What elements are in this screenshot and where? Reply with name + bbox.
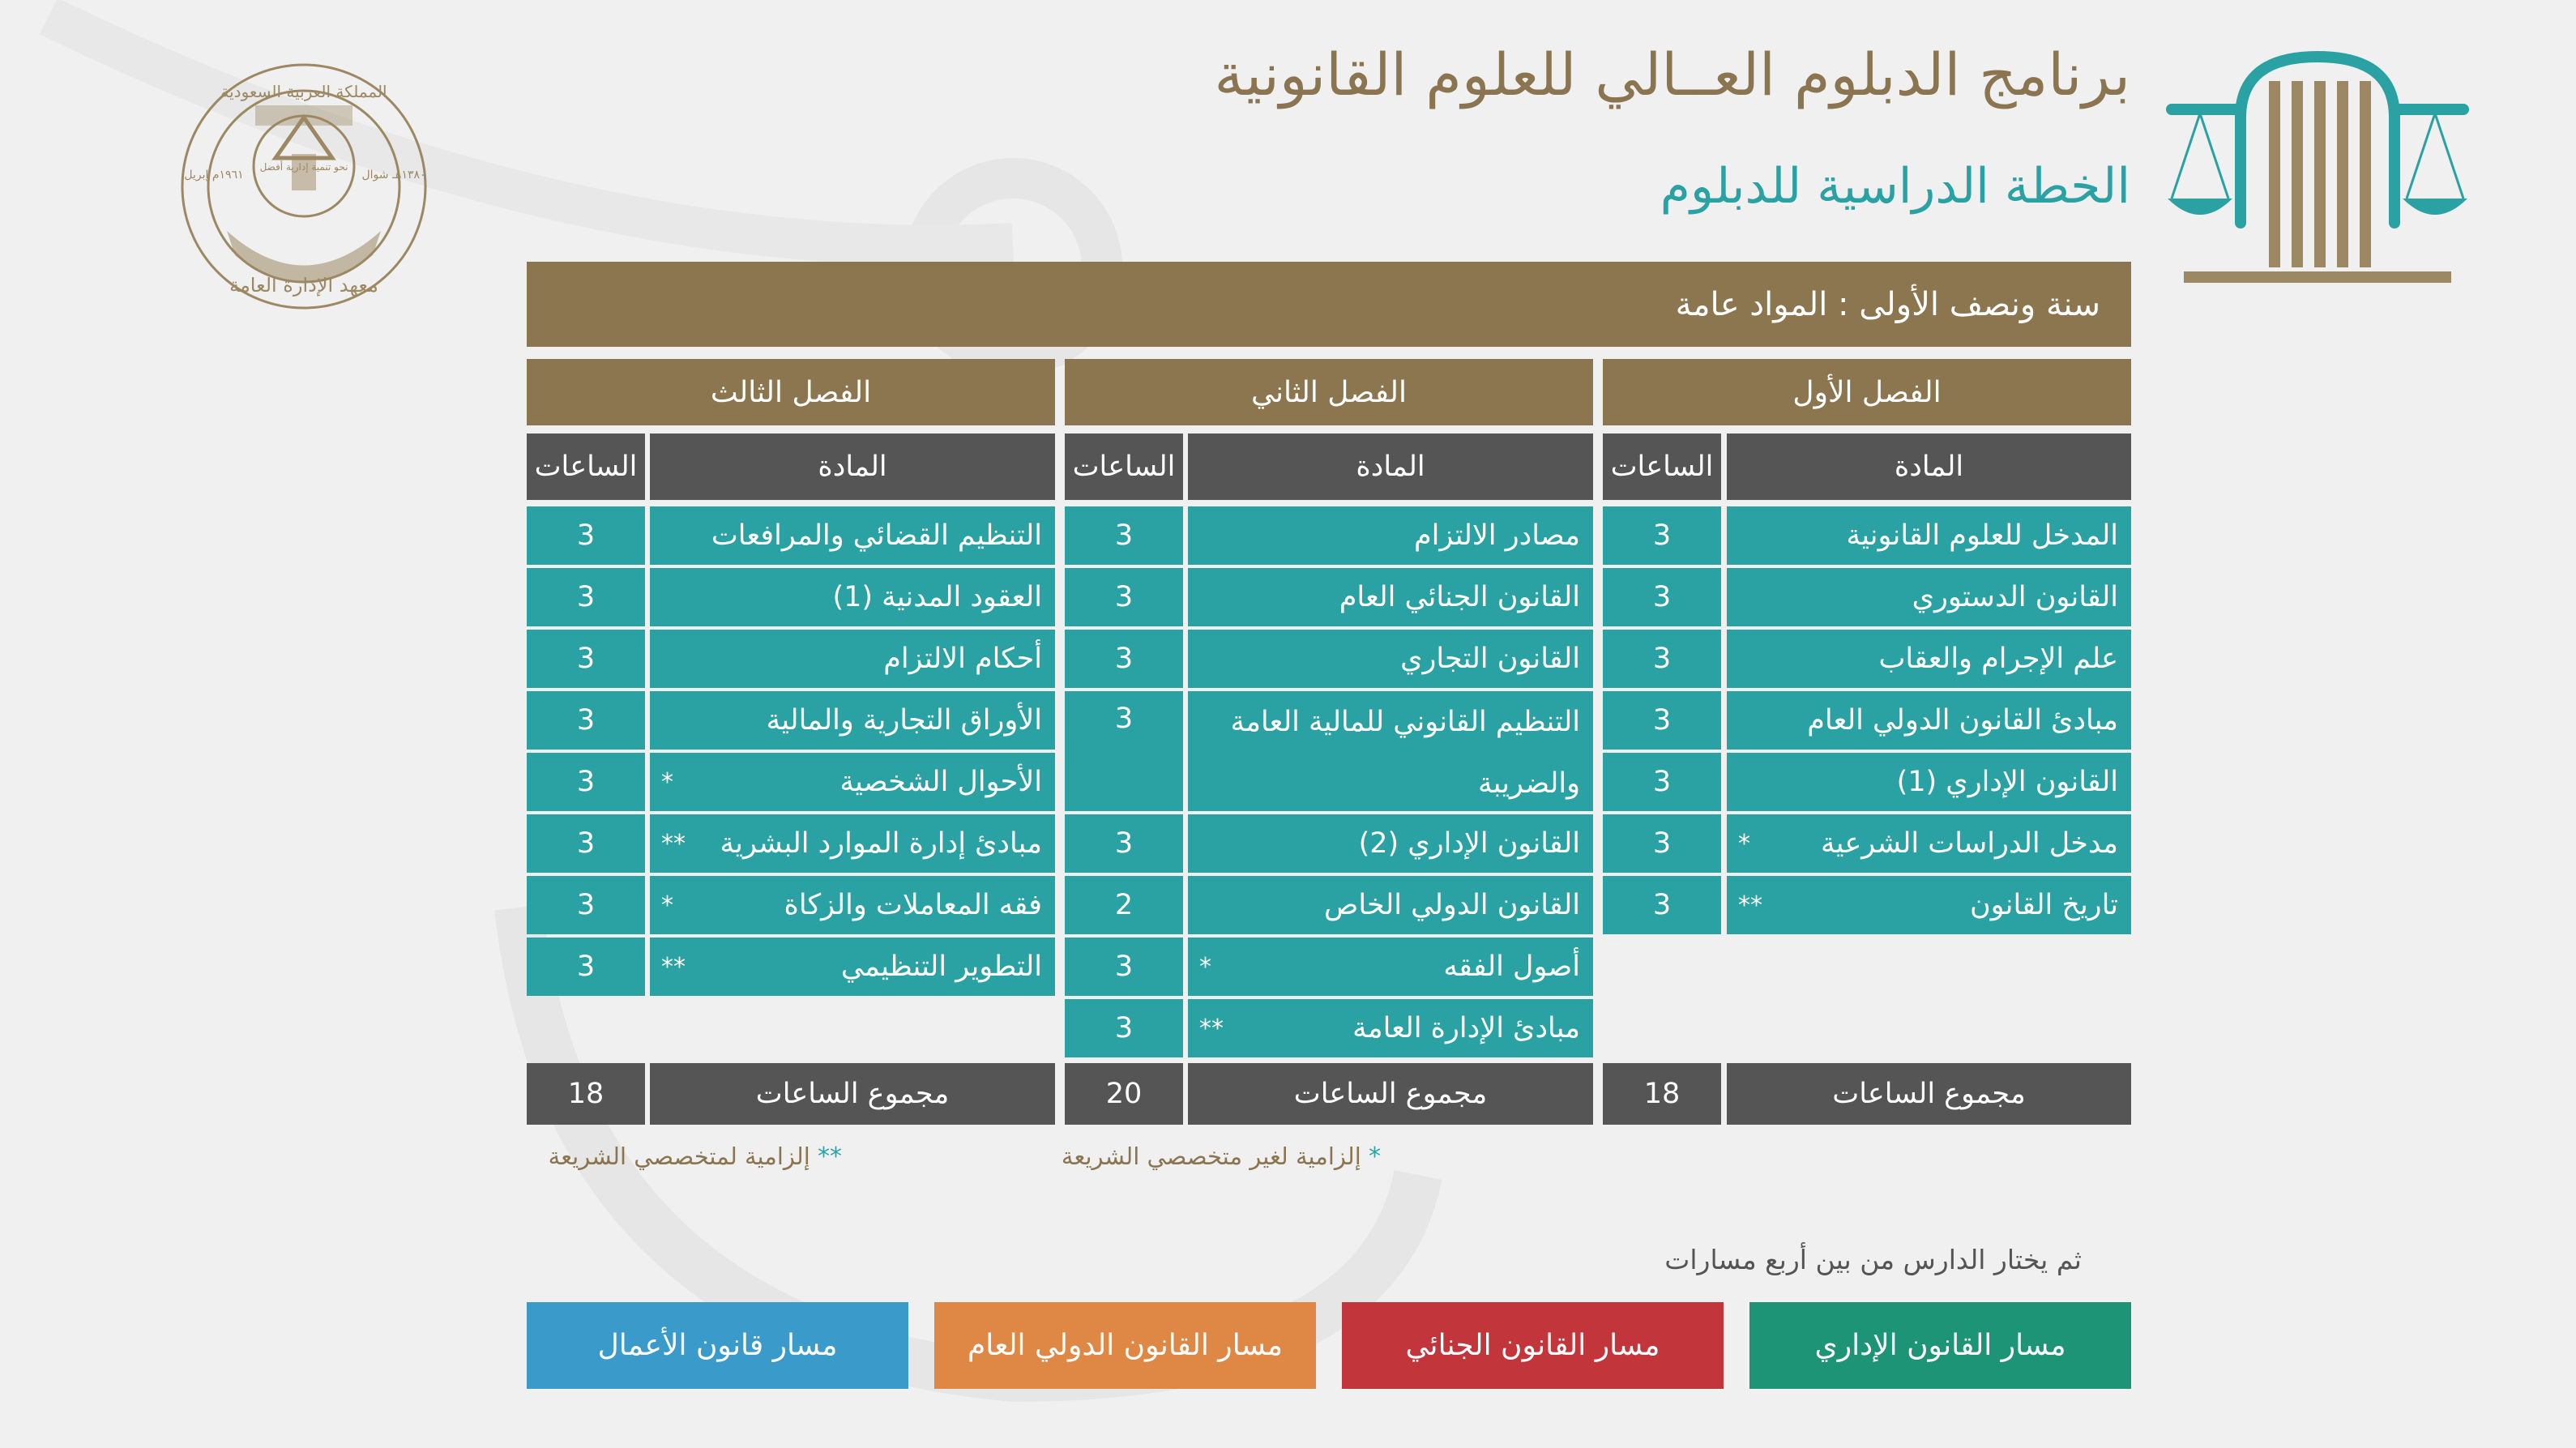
requirement-mark: ** <box>1738 891 1762 920</box>
course-name-cell <box>1188 938 1593 996</box>
semester-2-header: الفصل الثاني <box>1065 359 1593 425</box>
total-hours-label: مجموع الساعات <box>1188 1063 1593 1125</box>
course-name-cell <box>1188 568 1593 626</box>
course-name-cell <box>650 506 1055 565</box>
tracks-intro: ثم يختار الدارس من بين أربع مسارات <box>1664 1244 2082 1275</box>
course-name: مصادر الالتزام <box>1414 519 1580 552</box>
course-name: التنظيم القضائي والمرافعات <box>711 519 1042 552</box>
course-name-cell <box>1727 876 2131 934</box>
course-hours-cell: 3 <box>527 506 645 565</box>
course-name-cell <box>1188 999 1593 1057</box>
total-hours-label: مجموع الساعات <box>650 1063 1055 1125</box>
course-name-cell <box>650 753 1055 811</box>
page-title: برنامج الدبلوم العــالي للعلوم القانونية <box>1214 41 2130 109</box>
requirement-mark: * <box>1738 829 1750 858</box>
course-hours-cell: 3 <box>527 691 645 750</box>
column-header-subject: المادة <box>1727 434 2131 500</box>
course-hours-cell: 3 <box>1065 814 1183 873</box>
course-hours-cell: 3 <box>1603 753 1721 811</box>
course-name-cell <box>1727 753 2131 811</box>
note-double-star: ** إلزامية لمتخصصي الشريعة <box>548 1143 842 1171</box>
course-hours-cell: 3 <box>1065 938 1183 996</box>
course-name-cell <box>650 876 1055 934</box>
course-hours-cell: 3 <box>527 753 645 811</box>
total-hours-label: مجموع الساعات <box>1727 1063 2131 1125</box>
semester-3-header: الفصل الثالث <box>527 359 1055 425</box>
course-name: القانون التجاري <box>1400 643 1580 675</box>
course-name-cell <box>1727 630 2131 688</box>
course-hours-cell: 3 <box>1065 630 1183 688</box>
course-hours-cell: 3 <box>1065 568 1183 626</box>
course-name: علم الإجرام والعقاب <box>1878 643 2118 675</box>
course-name-cell <box>1188 876 1593 934</box>
requirement-mark: ** <box>1199 1014 1224 1043</box>
course-name-cell <box>650 691 1055 750</box>
course-name-cell <box>1188 691 1593 811</box>
column-header-hours: الساعات <box>527 434 645 500</box>
column-header-subject: المادة <box>1188 434 1593 500</box>
svg-text:نحو تنمية إدارية أفضل: نحو تنمية إدارية أفضل <box>259 161 348 173</box>
course-name: المدخل للعلوم القانونية <box>1846 519 2118 552</box>
course-name: مبادئ الإدارة العامة <box>1352 1012 1580 1044</box>
track-business-law-button[interactable]: مسار قانون الأعمال <box>527 1302 908 1389</box>
course-name-cell <box>650 814 1055 873</box>
note-single-star: * إلزامية لغير متخصصي الشريعة <box>1061 1143 1381 1171</box>
requirement-mark: * <box>1199 952 1211 981</box>
course-name-cell <box>650 938 1055 996</box>
course-name: الأحوال الشخصية <box>839 766 1042 798</box>
course-hours-cell: 3 <box>1065 691 1183 811</box>
course-name: القانون الدولي الخاص <box>1324 889 1580 921</box>
course-name: القانون الجنائي العام <box>1339 581 1580 613</box>
course-name: فقه المعاملات والزكاة <box>784 889 1042 921</box>
course-hours-cell: 3 <box>1603 568 1721 626</box>
course-hours-cell: 3 <box>1603 506 1721 565</box>
course-name-cell <box>650 568 1055 626</box>
total-hours-value: 20 <box>1065 1063 1183 1125</box>
course-name: التنظيم القانوني للمالية العامة والضريبة <box>1230 706 1580 800</box>
course-hours-cell: 3 <box>1065 999 1183 1057</box>
svg-text:معهد الإدارة العامة: معهد الإدارة العامة <box>229 274 378 297</box>
requirement-mark: ** <box>661 829 686 858</box>
course-name: الأوراق التجارية والمالية <box>766 704 1042 737</box>
course-name-cell <box>1727 814 2131 873</box>
course-hours-cell: 3 <box>527 876 645 934</box>
svg-text:١٩٦١م إبريل: ١٩٦١م إبريل <box>184 169 244 182</box>
course-name-cell <box>1188 814 1593 873</box>
total-hours-value: 18 <box>1603 1063 1721 1125</box>
course-name: أحكام الالتزام <box>883 643 1042 675</box>
semester-1-header: الفصل الأول <box>1603 359 2131 425</box>
course-name: القانون الإداري (1) <box>1896 766 2118 798</box>
requirement-mark: * <box>661 767 673 797</box>
course-name-cell <box>1188 506 1593 565</box>
svg-text:المملكة العربية السعودية: المملكة العربية السعودية <box>220 82 387 101</box>
section-banner: سنة ونصف الأولى : المواد عامة <box>527 262 2131 347</box>
course-hours-cell: 3 <box>1603 691 1721 750</box>
column-header-hours: الساعات <box>1065 434 1183 500</box>
course-name: العقود المدنية (1) <box>832 581 1042 613</box>
course-name: مدخل الدراسات الشرعية <box>1821 827 2118 860</box>
course-name-cell <box>1727 568 2131 626</box>
course-name: أصول الفقه <box>1443 950 1580 983</box>
course-hours-cell: 3 <box>1603 630 1721 688</box>
course-name: القانون الإداري (2) <box>1358 827 1580 860</box>
course-hours-cell: 3 <box>527 814 645 873</box>
course-name: تاريخ القانون <box>1969 889 2118 921</box>
course-name-cell <box>1727 506 2131 565</box>
course-name: القانون الدستوري <box>1912 581 2118 613</box>
course-hours-cell: 3 <box>527 630 645 688</box>
requirement-mark: * <box>661 891 673 920</box>
course-name: مبادئ إدارة الموارد البشرية <box>720 827 1042 860</box>
track-criminal-law-button[interactable]: مسار القانون الجنائي <box>1342 1302 1724 1389</box>
total-hours-value: 18 <box>527 1063 645 1125</box>
course-hours-cell: 3 <box>1603 814 1721 873</box>
course-name-cell <box>1188 630 1593 688</box>
track-international-law-button[interactable]: مسار القانون الدولي العام <box>934 1302 1316 1389</box>
course-hours-cell: 3 <box>1065 506 1183 565</box>
course-hours-cell: 3 <box>527 938 645 996</box>
column-header-subject: المادة <box>650 434 1055 500</box>
scales-of-justice-logo <box>2159 45 2476 296</box>
course-name-cell <box>650 630 1055 688</box>
course-hours-cell: 2 <box>1065 876 1183 934</box>
page-subtitle: الخطة الدراسية للدبلوم <box>1660 158 2130 215</box>
course-name: مبادئ القانون الدولي العام <box>1807 704 2118 737</box>
track-administrative-law-button[interactable]: مسار القانون الإداري <box>1749 1302 2131 1389</box>
requirement-mark: ** <box>661 952 686 981</box>
course-hours-cell: 3 <box>527 568 645 626</box>
column-header-hours: الساعات <box>1603 434 1721 500</box>
course-hours-cell: 3 <box>1603 876 1721 934</box>
svg-text:١٣٨٠هـ شوال: ١٣٨٠هـ شوال <box>361 169 426 182</box>
course-name-cell <box>1727 691 2131 750</box>
course-name: التطوير التنظيمي <box>840 950 1042 983</box>
institute-emblem <box>178 57 429 316</box>
